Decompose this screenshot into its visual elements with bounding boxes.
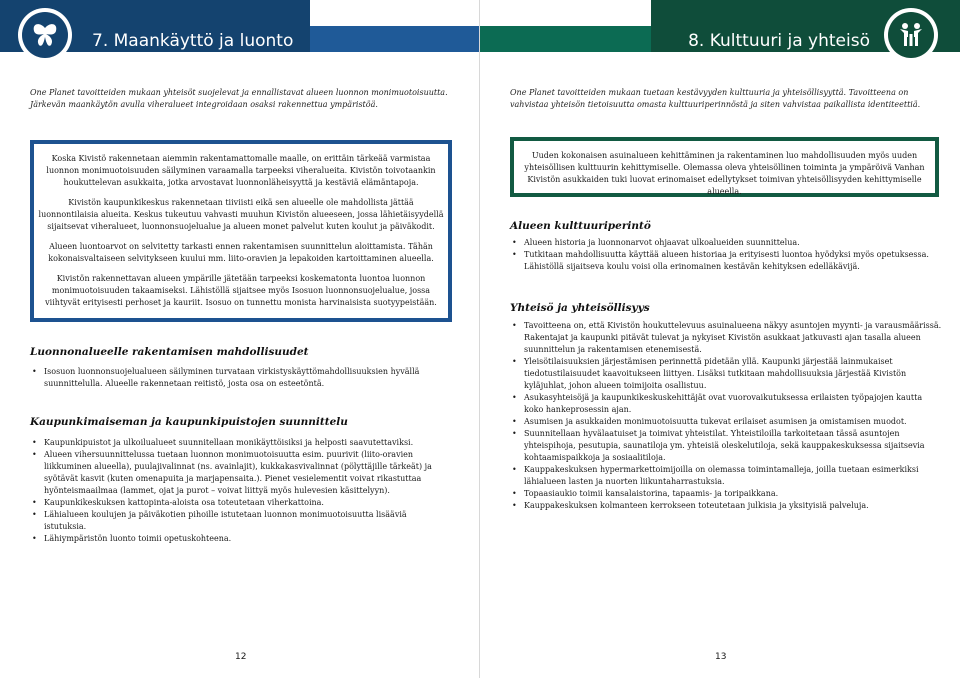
- list-item: • Lähialueen koulujen ja päiväkotien pihoille istutetaan luonnon monimuotoisuutta lisääviä istutuksia.: [30, 509, 450, 533]
- right-section1-list: [510, 237, 942, 273]
- list-item: • Alueen historia ja luonnonarvot ohjaavat ulkoalueiden suunnittelua.: [510, 237, 942, 249]
- list-item: • Kauppakeskuksen hypermarkettoimijoilla on olemassa toimintamalleja, joilla tuetaan esimerkiksi lähialueen lasten ja nuorten liikuntaharrastuksia.: [510, 464, 942, 488]
- right-page-number: 13: [715, 652, 727, 662]
- right-info-box: [510, 137, 939, 197]
- list-item: • Lähiympäristön luonto toimii opetuskohteena.: [30, 533, 450, 545]
- right-section2-list: [510, 320, 942, 512]
- left-section2-title: Kaupunkimaiseman ja kaupunkipuistojen suunnittelu: [30, 416, 348, 428]
- box-paragraph: Kivistön rakennettavan alueen ympärille jätetään tarpeeksi koskematonta luontoa luonnon monimuotoisuuden takaamiseksi. Lähistöllä sijaitsee myös Isosuon luonnonsuojelualue, jossa viihtyvät erityisesti perhoset ja kauriit. Isosuo on tunnettu monista harvinaisista suotyypeistään.: [45, 274, 437, 307]
- people-icon: [896, 20, 926, 50]
- list-item: • Kauppakeskuksen kolmanteen kerrokseen toteutetaan julkisia ja yksityisiä palveluja.: [510, 500, 942, 512]
- right-page: [480, 0, 960, 678]
- left-section1-list: [30, 366, 450, 390]
- list-item: • Kaupunkikeskuksen kattopinta-aloista osa toteutetaan viherkattoina.: [30, 497, 450, 509]
- left-page-number: 12: [235, 652, 247, 662]
- list-item: • Kaupunkipuistot ja ulkoilualueet suunnitellaan monikäyttöisiksi ja helposti saavutettaviksi.: [30, 437, 450, 449]
- box-paragraph: Koska Kivistö rakennetaan aiemmin rakentamattomalle maalle, on erittäin tärkeää varmistaa luonnon monimuotoisuuden säilyminen varaamalla tarpeeksi viheralueita. Kivistön toivotaankin houkuttelevan asukkaita, jotka arvostavat luonnonläheisyyttä ja kestäviä elämäntapoja.: [46, 154, 436, 187]
- butterfly-icon: [30, 20, 60, 50]
- list-item: • Tutkitaan mahdollisuutta käyttää alueen historiaa ja erityisesti luontoa hyödyksi myös opetuksessa. Lähistöllä sijaitseva koulu voisi olla erinomainen kestävän kehityksen edelläkävijä.: [510, 249, 942, 273]
- right-emblem: [884, 8, 938, 62]
- left-page-title: 7. Maankäyttö ja luonto: [92, 31, 294, 51]
- right-section1-title: Alueen kulttuuriperintö: [510, 220, 651, 232]
- box-paragraph: Uuden kokonaisen asuinalueen kehittäminen ja rakentaminen luo mahdollisuuden myös uuden yhteisöllisen kulttuurin kehittymiselle. Olemassa oleva yhteisöllinen toiminta ja ympäröivä Vanhan Kivistön asukkaiden tuki luovat erinomaiset edellytykset toimivan yhteisöllisyyden kehittymiselle alueella.: [524, 151, 925, 196]
- left-intro: One Planet tavoitteiden mukaan yhteisöt suojelevat ja ennallistavat alueen luonnon monimuotoisuutta. Järkevän maankäytön avulla viheralueet integroidaan osaksi rakennettua ympäristöä.: [30, 88, 448, 109]
- left-emblem: [18, 8, 72, 62]
- left-section2-list: [30, 437, 450, 545]
- right-intro: One Planet tavoitteiden mukaan tuetaan kestävyyden kulttuuria ja yhteisöllisyyttä. Tavoitteena on vahvistaa yhteisön tietoisuutta omasta kulttuuriperinnöstä ja siten vahvistaa paikallista identiteettiä.: [510, 88, 921, 109]
- list-item: • Alueen vihersuunnittelussa tuetaan luonnon monimuotoisuutta esim. puurivit (liito-oravien liikkuminen alueella), puulajivalinnat (ns. avainlajit), kukkakasvivalinnat (pölyttäjille tärkeät) ja syötävät kasvit (kuten omenapuita ja marjapensaita.). Pienet vesielementit voivat rikastuttaa hyönteismaailmaa (lammet, ojat ja purot – voivat liittyä myös hulevesien käsittelyyn).: [30, 449, 450, 497]
- list-item: • Yleisötilaisuuksien järjestämisen perinnettä pidetään yllä. Kaupunki järjestää lainmukaiset tiedotustilaisuudet kaavoitukseen liittyen. Lisäksi tutkitaan mahdollisuuksia järjestää Kivistön kyläjuhlat, johon alueen toimijoita osallistuu.: [510, 356, 942, 392]
- list-item: • Asumisen ja asukkaiden monimuotoisuutta tukevat erilaiset asumisen ja omistamisen muodot.: [510, 416, 942, 428]
- list-item: • Tavoitteena on, että Kivistön houkuttelevuus asuinalueena näkyy asuntojen myynti- ja varausmäärissä. Rakentajat ja kaupunki pitävät tulevat ja nykyiset Kivistön asukkaat jatkuvasti ajan tasalla alueen suunnittelun ja rakentamisen etenemisestä.: [510, 320, 942, 356]
- right-header-accent: [480, 26, 651, 52]
- box-paragraph: Alueen luontoarvot on selvitetty tarkasti ennen rakentamisen suunnittelun aloittamista. Tähän kokonaisvaltaiseen selvitykseen kuului mm. liito-oravien ja lepakoiden kartoittaminen alueella.: [48, 242, 434, 263]
- left-info-box: [30, 140, 452, 322]
- box-paragraph: Kivistön kaupunkikeskus rakennetaan tiiviisti eikä sen alueelle ole mahdollista jättää luonnontilaisia alueita. Keskus tukeutuu vahvasti muuhun Kivistön alueeseen, jossa lähietäisyydellä sijaitsevat viheralueet, luonnonsuojelualue ja alueen monet palvelut kuten koulut ja päiväkodit.: [38, 198, 444, 231]
- left-header-accent: [310, 26, 480, 52]
- left-section1-title: Luonnonalueelle rakentamisen mahdollisuudet: [30, 346, 309, 358]
- right-section2-title: Yhteisö ja yhteisöllisyys: [510, 302, 650, 314]
- right-page-title: 8. Kulttuuri ja yhteisö: [688, 31, 870, 51]
- list-item: • Suunnitellaan hyvälaatuiset ja toimivat yhteistilat. Yhteistiloilla tarkoitetaan tässä asuntojen yhteispihoja, pesutupia, saunatiloja ym. yhteisiä oleskelutiloja, sekä kauppakeskuksessa sijaitsevia kohtaamispaikkoja ja sosiaalitiloja.: [510, 428, 942, 464]
- list-item: • Topaasiaukio toimii kansalaistorina, tapaamis- ja toripaikkana.: [510, 488, 942, 500]
- list-item: • Isosuon luonnonsuojelualueen säilyminen turvataan virkistyskäyttömahdollisuuksien hyvällä suunnittelulla. Alueelle rakennetaan reitistö, josta osa on esteetöntä.: [30, 366, 450, 390]
- list-item: • Asukasyhteisöjä ja kaupunkikeskuskehittäjät ovat vuorovaikutuksessa erilaisten työpajojen kautta koko hankeprosessin ajan.: [510, 392, 942, 416]
